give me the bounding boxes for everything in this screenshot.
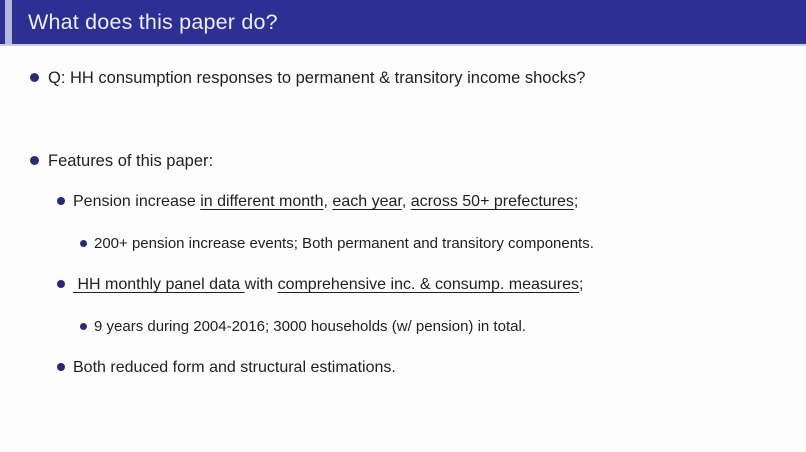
title-bar	[0, 0, 806, 46]
bullet-icon	[30, 73, 39, 82]
bullet-text: Pension increase in different month, each year, across 50+ prefectures;	[73, 193, 579, 210]
bullet-icon	[80, 240, 87, 247]
bullet-item	[30, 150, 213, 172]
bullet-item	[80, 316, 526, 338]
bullet-icon	[80, 323, 87, 330]
bullet-item	[57, 274, 583, 296]
bullet-icon	[57, 280, 65, 288]
bullet-item	[30, 67, 585, 89]
bullet-icon	[57, 197, 65, 205]
bullet-icon	[57, 363, 65, 371]
bullet-item	[57, 357, 396, 379]
bullet-text: 200+ pension increase events; Both permanent and transitory components.	[94, 235, 594, 252]
bullet-item	[57, 191, 578, 213]
bullet-text: Q: HH consumption responses to permanent & transitory income shocks?	[48, 69, 586, 87]
bullet-icon	[30, 156, 39, 165]
bullet-text: HH monthly panel data with comprehensive inc. & consump. measures;	[73, 276, 584, 293]
bullet-text: Both reduced form and structural estimations.	[73, 359, 396, 376]
bullet-text: 9 years during 2004-2016; 3000 households (w/ pension) in total.	[94, 318, 526, 335]
bullet-item	[80, 233, 594, 255]
bullet-text: Features of this paper:	[48, 152, 214, 170]
title-bar-notch	[5, 0, 12, 44]
page-title: What does this paper do?	[28, 10, 278, 34]
